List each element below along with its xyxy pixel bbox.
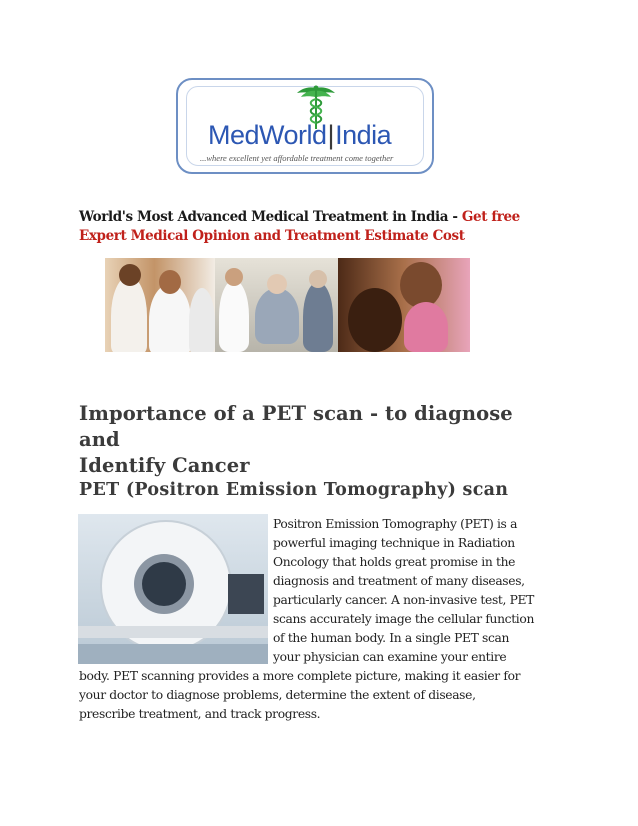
headline	[79, 208, 559, 246]
photo-strip	[105, 258, 470, 352]
body-line: body. PET scanning provides a more complete picture, making it easier for	[79, 669, 521, 683]
family-photo	[338, 258, 470, 352]
logo-tagline: ...where excellent yet affordable treatment come together	[200, 153, 394, 163]
body-line: Positron Emission Tomography (PET) is a	[273, 517, 518, 531]
page-title-line1: Importance of a PET scan - to diagnose and	[79, 402, 513, 451]
body-line: Oncology that holds great promise in the	[273, 555, 516, 569]
pet-scanner-photo	[78, 514, 268, 664]
logo-wordmark	[208, 120, 391, 151]
body-line: scans accurately image the cellular function	[273, 612, 535, 626]
patient-care-photo	[215, 258, 338, 352]
body-line: particularly cancer. A non-invasive test, PET	[273, 593, 535, 607]
headline-black: World's Most Advanced Medical Treatment in India -	[79, 209, 458, 225]
body-line: diagnosis and treatment of many diseases,	[273, 574, 525, 588]
headline-red-1: Get free	[461, 209, 520, 225]
body-line: your doctor to diagnose problems, determine the extent of disease,	[79, 688, 476, 702]
body-text-full	[79, 667, 569, 724]
page-title-line2: Identify Cancer	[79, 454, 250, 477]
logo-name-part2: India	[335, 120, 392, 150]
body-line: powerful imaging technique in Radiation	[273, 536, 515, 550]
headline-red-2: Expert Medical Opinion and Treatment Estimate Cost	[79, 228, 465, 244]
body-text-wrapped	[273, 515, 573, 667]
section-heading: PET (Positron Emission Tomography) scan	[79, 480, 509, 500]
page-title	[79, 401, 559, 479]
logo-name-part1: MedWorld	[208, 120, 327, 150]
medworld-logo	[176, 78, 434, 174]
doctors-photo	[105, 258, 215, 352]
logo-separator: |	[327, 120, 335, 150]
body-line: your physician can examine your entire	[273, 650, 507, 664]
body-line: prescribe treatment, and track progress.	[79, 707, 321, 721]
body-line: of the human body. In a single PET scan	[273, 631, 510, 645]
